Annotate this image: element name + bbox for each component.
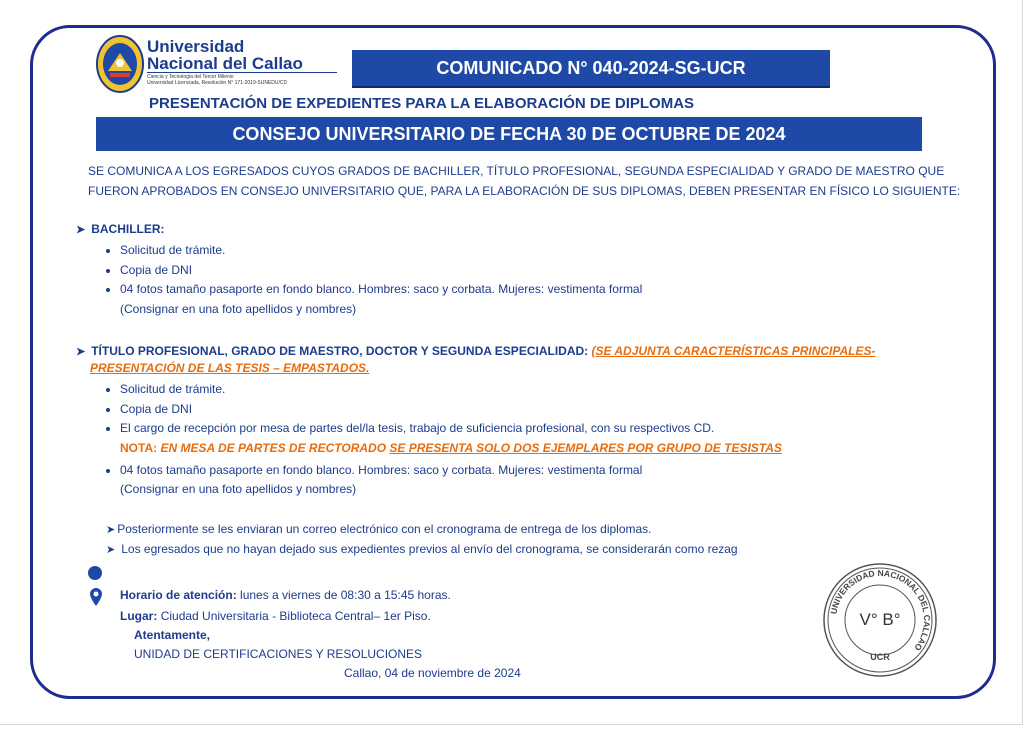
seal-ring-text: UNIVERSIDAD NACIONAL DEL CALLAO [828,567,933,653]
document-heading: PRESENTACIÓN DE EXPEDIENTES PARA LA ELABORACIÓN DE DIPLOMAS [149,95,695,112]
intro-paragraph: SE COMUNICA A LOS EGRESADOS CUYOS GRADOS DE BACHILLER, TÍTULO PROFESIONAL, SEGUNDA ESPECIALIDAD Y GRADO DE MAESTRO QUE FUERON APROBADOS EN CONSEJO UNIVERSITARIO QUE, PARA LA ELABORACIÓN DE SUS DIPLOMAS, DEBEN PRESENTAR EN FÍSICO LO SIGUIENTE: [88,164,961,198]
titulo-list [104,380,714,439]
titulo-highlight-2: PRESENTACIÓN DE LAS TESIS – EMPASTADOS. [90,361,370,375]
list-item: 04 fotos tamaño pasaporte en fondo blanco. Hombres: saco y corbata. Mujeres: vestimenta formal [104,461,642,481]
bachiller-list [104,241,642,300]
atentamente: Atentamente, [134,628,211,642]
titulo-list-2 [104,461,642,481]
consejo-banner: CONSEJO UNIVERSITARIO DE FECHA 30 DE OCTUBRE DE 2024 [96,117,922,151]
lugar: Lugar: Ciudad Universitaria - Biblioteca Central– 1er Piso. [120,609,431,623]
bachiller-note: (Consignar en una foto apellidos y nombres) [120,302,357,316]
university-name: Universidad Nacional del Callao [147,37,303,73]
list-item: Copia de DNI [104,400,714,420]
section-titulo: ➤ TÍTULO PROFESIONAL, GRADO DE MAESTRO, DOCTOR Y SEGUNDA ESPECIALIDAD: (SE ADJUNTA CARACTERÍSTICAS PRINCIPALES- [76,344,876,358]
clock-icon [88,566,102,580]
vb-seal [822,562,938,678]
horario: Horario de atención: lunes a viernes de 08:30 a 15:45 horas. [120,588,451,602]
titulo-note: (Consignar en una foto apellidos y nombres) [120,482,357,496]
seal-center-text: V° B° [859,610,901,629]
comunicado-title: COMUNICADO N° 040-2024-SG-UCR [352,50,830,88]
list-item: 04 fotos tamaño pasaporte en fondo blanco. Hombres: saco y corbata. Mujeres: vestimenta formal [104,280,642,300]
arrow-icon: ➤ [76,224,86,236]
titulo-highlight: (SE ADJUNTA CARACTERÍSTICAS PRINCIPALES- [591,344,876,358]
arrow-icon: ➤ [76,346,86,358]
list-item: Copia de DNI [104,261,642,281]
list-item: Solicitud de trámite. [104,241,642,261]
titulo-nota: NOTA: EN MESA DE PARTES DE RECTORADO SE PRESENTA SOLO DOS EJEMPLARES POR GRUPO DE TESISTAS [120,441,782,455]
arrow-icon: ➤ [106,544,116,556]
fecha: Callao, 04 de noviembre de 2024 [344,666,521,680]
university-logo [96,35,144,93]
university-subtitle: Ciencia y Tecnología del Tercer Milenio Universidad Licenciada, Resolución N° 171-2019-SUNEDU/CD [147,74,288,86]
list-item: Solicitud de trámite. [104,380,714,400]
note-line: ➤ Posteriormente se les enviaran un correo electrónico con el cronograma de entrega de los diplomas. [106,522,652,536]
section-bachiller: ➤ BACHILLER: [76,222,165,236]
unidad: UNIDAD DE CERTIFICACIONES Y RESOLUCIONES [134,647,423,661]
university-divider [147,72,337,73]
list-item: El cargo de recepción por mesa de partes del/la tesis, trabajo de suficiencia profesional, con su respectivos CD. [104,419,714,439]
location-pin-icon [90,588,102,606]
arrow-icon: ➤ [106,524,116,536]
note-line: ➤ Los egresados que no hayan dejado sus expedientes previos al envío del cronograma, se considerarán como rezag [106,542,738,556]
seal-bottom-text: UCR [870,652,890,662]
